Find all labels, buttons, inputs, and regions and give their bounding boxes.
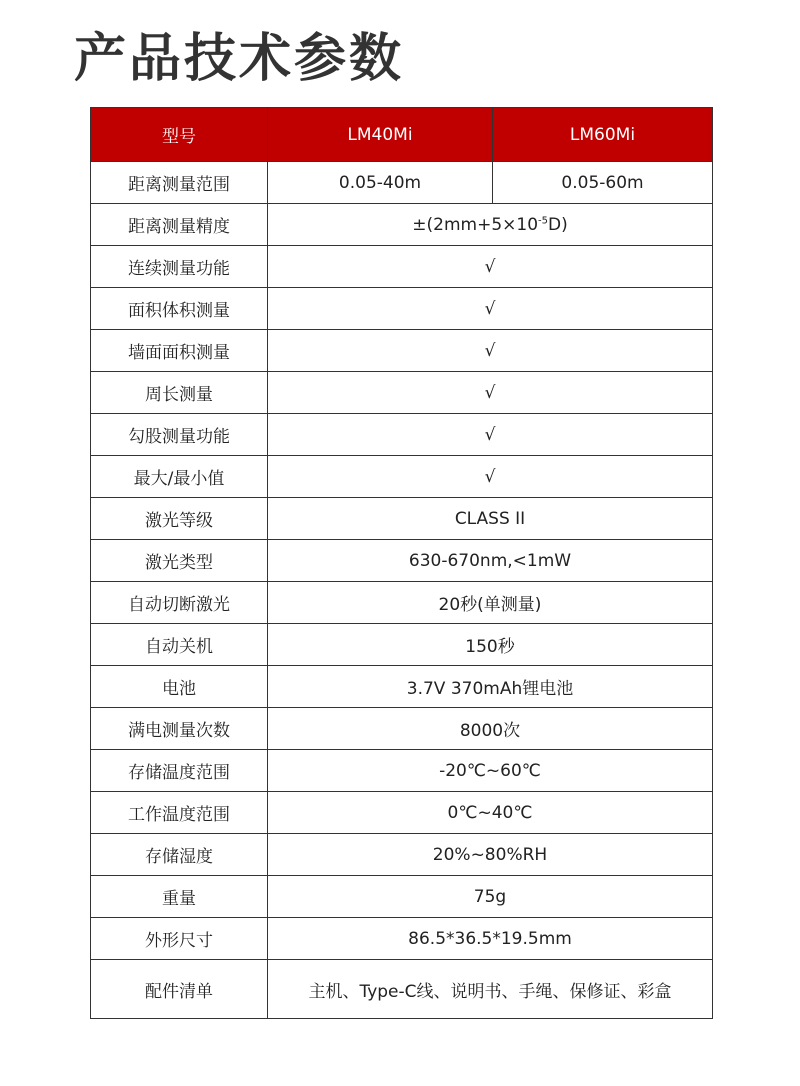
row-value: -20℃~60℃	[268, 750, 713, 792]
row-value: 0℃~40℃	[268, 792, 713, 834]
table-row	[91, 960, 713, 1019]
row-label: 电池	[91, 666, 268, 708]
table-row	[91, 540, 713, 582]
row-label: 配件清单	[91, 960, 268, 1019]
row-value: 75g	[268, 876, 713, 918]
table-row	[91, 246, 713, 288]
row-label: 存储湿度	[91, 834, 268, 876]
table-row	[91, 330, 713, 372]
row-value: 8000次	[268, 708, 713, 750]
row-value	[268, 204, 713, 246]
page-title: 产品技术参数	[74, 29, 405, 89]
row-label: 满电测量次数	[91, 708, 268, 750]
table-header-row	[91, 108, 713, 162]
row-value: 630-670nm,<1mW	[268, 540, 713, 582]
row-value: √	[268, 414, 713, 456]
table-row	[91, 834, 713, 876]
row-value-model-a: 0.05-40m	[268, 162, 493, 204]
row-value: 20%~80%RH	[268, 834, 713, 876]
row-value: 3.7V 370mAh锂电池	[268, 666, 713, 708]
table-row	[91, 162, 713, 204]
spec-table	[90, 107, 713, 1019]
row-label: 连续测量功能	[91, 246, 268, 288]
row-value: √	[268, 288, 713, 330]
accuracy-prefix: ±(2mm+5×10	[412, 214, 539, 235]
row-value: √	[268, 330, 713, 372]
row-value: 20秒(单测量)	[268, 582, 713, 624]
row-value-model-b: 0.05-60m	[493, 162, 713, 204]
row-label: 距离测量精度	[91, 204, 268, 246]
table-row	[91, 414, 713, 456]
table-row	[91, 792, 713, 834]
header-label-cell: 型号	[91, 108, 268, 162]
table-row	[91, 708, 713, 750]
accuracy-exponent: -5	[538, 214, 548, 226]
row-value: √	[268, 246, 713, 288]
row-label: 工作温度范围	[91, 792, 268, 834]
row-value: 150秒	[268, 624, 713, 666]
row-value: 86.5*36.5*19.5mm	[268, 918, 713, 960]
row-label: 自动关机	[91, 624, 268, 666]
table-row	[91, 876, 713, 918]
table-row	[91, 498, 713, 540]
row-label: 周长测量	[91, 372, 268, 414]
row-value: CLASS II	[268, 498, 713, 540]
row-label: 最大/最小值	[91, 456, 268, 498]
table-row	[91, 666, 713, 708]
table-row	[91, 750, 713, 792]
row-label: 勾股测量功能	[91, 414, 268, 456]
table-row	[91, 918, 713, 960]
row-label: 激光类型	[91, 540, 268, 582]
header-model-a-cell: LM40Mi	[268, 108, 493, 162]
table-row	[91, 456, 713, 498]
accuracy-suffix: D)	[548, 214, 568, 235]
table-row	[91, 624, 713, 666]
row-label: 墙面面积测量	[91, 330, 268, 372]
header-model-b-cell: LM60Mi	[493, 108, 713, 162]
row-value: √	[268, 456, 713, 498]
row-value: √	[268, 372, 713, 414]
row-label: 激光等级	[91, 498, 268, 540]
row-label: 自动切断激光	[91, 582, 268, 624]
row-label: 外形尺寸	[91, 918, 268, 960]
table-row	[91, 204, 713, 246]
table-row	[91, 288, 713, 330]
table-row	[91, 582, 713, 624]
row-label: 面积体积测量	[91, 288, 268, 330]
table-row	[91, 372, 713, 414]
row-label: 存储温度范围	[91, 750, 268, 792]
row-label: 距离测量范围	[91, 162, 268, 204]
row-value: 主机、Type-C线、说明书、手绳、保修证、彩盒	[268, 960, 713, 1019]
row-label: 重量	[91, 876, 268, 918]
